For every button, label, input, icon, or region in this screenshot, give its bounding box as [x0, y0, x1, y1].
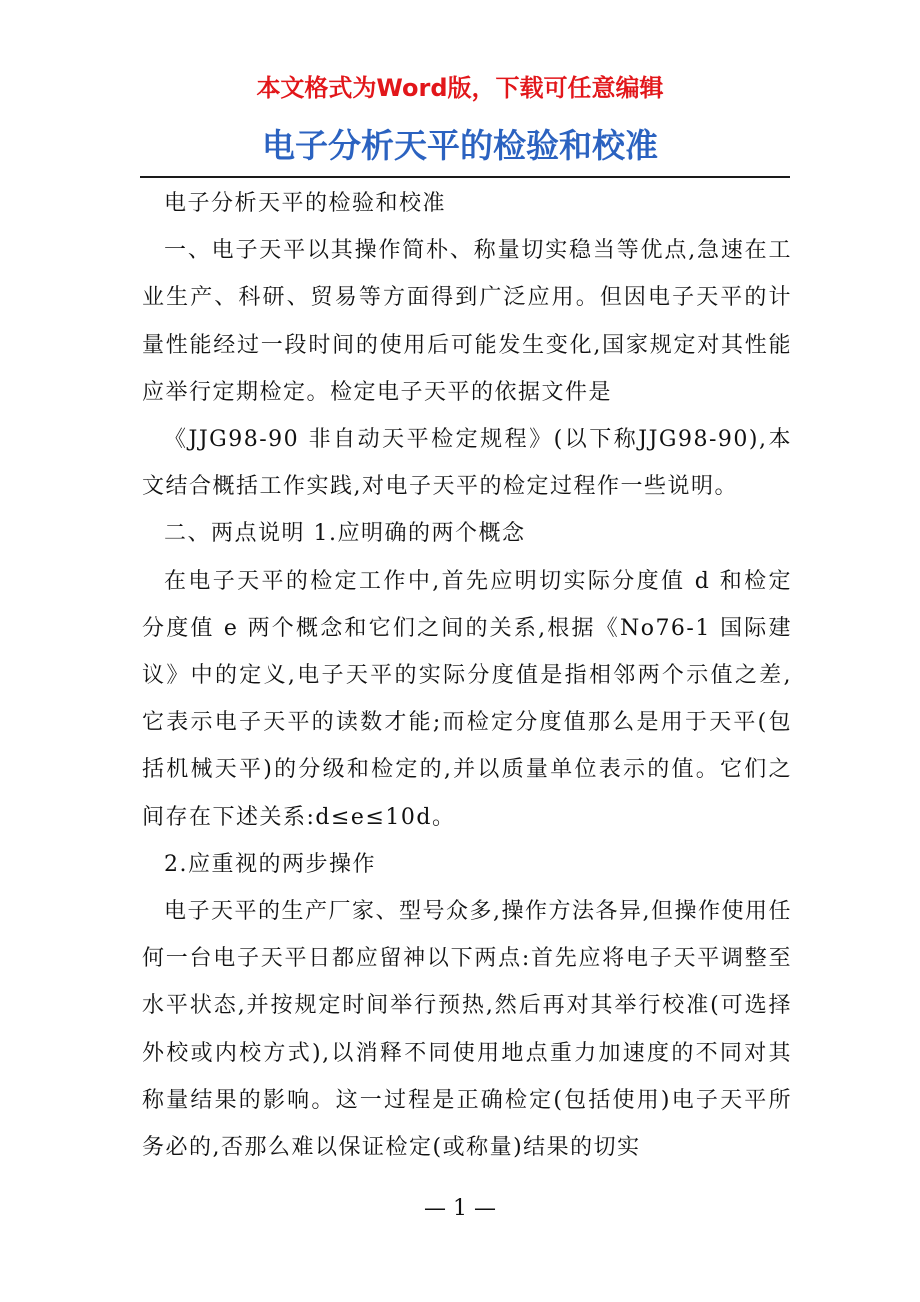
- page-number: — 1 —: [424, 1196, 496, 1221]
- paragraph-operations: 电子天平的生产厂家、型号众多,操作方法各异,但操作使用任何一台电子天平日都应留神以下两点:首先应将电子天平调整至水平状态,并按规定时间举行预热,然后再对其举行校准(可选择外校或内校方式),以消释不同使用地点重力加速度的不同对其称量结果的影响。这一过程是正确检定(包括使用)电子天平所务必的,否那么难以保证检定(或称量)结果的切实: [142, 899, 792, 1161]
- document-body: [142, 180, 792, 1171]
- subsection-heading-2: 2.应重视的两步操作: [164, 851, 376, 877]
- document-title: 电子分析天平的检验和校准: [262, 126, 658, 165]
- section-heading-two: 二、两点说明 1.应明确的两个概念: [164, 521, 526, 547]
- paragraph-concepts: 在电子天平的检定工作中,首先应明切实际分度值 d 和检定分度值 e 两个概念和它们之间的关系,根据《No76-1 国际建议》中的定义,电子天平的实际分度值是指相邻两个示值之差,它表示电子天平的读数才能;而检定分度值那么是用于天平(包括机械天平)的分级和检定的,并以质量单位表示的值。它们之间存在下述关系:d≤e≤10d。: [142, 568, 792, 830]
- paragraph-intro-continued: 《JJG98-90 非自动天平检定规程》(以下称JJG98-90),本文结合概括工作实践,对电子天平的检定过程作一些说明。: [142, 427, 792, 500]
- format-notice-banner: 本文格式为Word版，下载可任意编辑: [256, 74, 664, 102]
- body-subtitle: 电子分析天平的检验和校准: [164, 191, 447, 216]
- title-divider: [140, 176, 790, 178]
- paragraph-intro: 一、电子天平以其操作简朴、称量切实稳当等优点,急速在工业生产、科研、贸易等方面得到广泛应用。但因电子天平的计量性能经过一段时间的使用后可能发生变化,国家规定对其性能应举行定期检定。检定电子天平的依据文件是: [142, 238, 792, 405]
